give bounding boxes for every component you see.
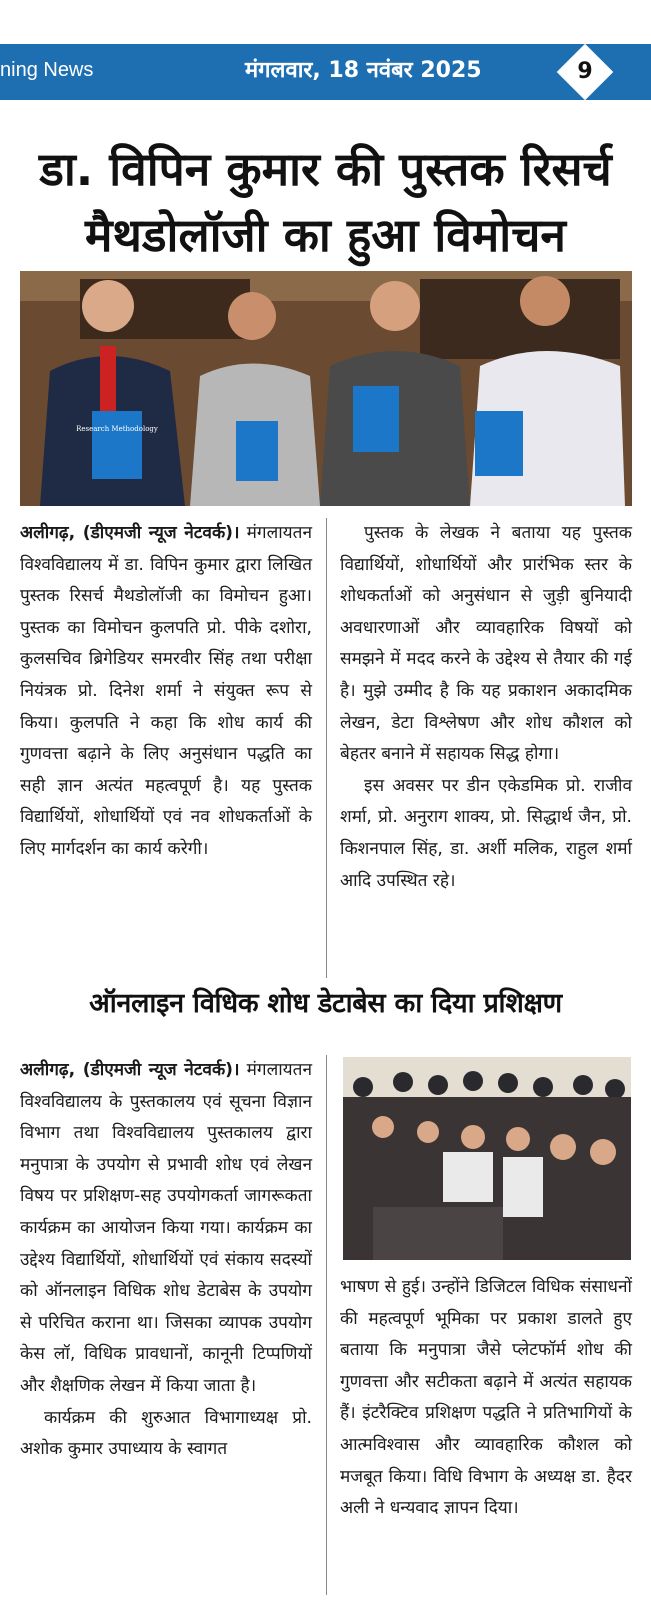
story2-column-1 bbox=[20, 1055, 312, 1466]
story1-column-2 bbox=[340, 518, 632, 897]
issue-date: मंगलवार, 18 नवंबर 2025 bbox=[245, 58, 482, 83]
column-divider-2 bbox=[326, 1055, 327, 1595]
column-divider bbox=[326, 518, 327, 978]
story1-column-1 bbox=[20, 518, 312, 866]
book-cover-1-title: Research Methodology bbox=[76, 425, 158, 433]
masthead-bar bbox=[0, 44, 651, 100]
story2-column-2 bbox=[340, 1272, 632, 1525]
story1-headline bbox=[10, 136, 641, 268]
story2-col1-para2: कार्यक्रम की शुरुआत विभागाध्यक्ष प्रो. अशोक कुमार उपाध्याय के स्वागत bbox=[20, 1407, 312, 1460]
story2-dateline: अलीगढ़, (डीएमजी न्यूज नेटवर्क)। bbox=[20, 1060, 240, 1080]
book-launch-photo bbox=[20, 271, 632, 506]
story1-headline-line2: मैथडोलॉजी का हुआ विमोचन bbox=[85, 208, 566, 262]
page-number: 9 bbox=[577, 59, 593, 84]
book-cover-3 bbox=[353, 386, 399, 452]
story1-dateline: अलीगढ़, (डीएमजी न्यूज नेटवर्क)। bbox=[20, 523, 240, 543]
training-session-photo-illustration bbox=[343, 1057, 631, 1260]
book-launch-photo-illustration bbox=[20, 271, 632, 506]
story1-headline-line1: डा. विपिन कुमार की पुस्तक रिसर्च bbox=[39, 142, 612, 196]
story2-col1-text: मंगलायतन विश्वविद्यालय के पुस्तकालय एवं सूचना विज्ञान विभाग तथा विश्वविद्यालय पुस्तकालय द्वारा मनुपात्रा के उपयोग से प्रभावी शोध एवं लेखन विषय पर प्रशिक्षण-सह उपयोगकर्ता जागरूकता कार्यक्रम का आयोजन किया गया। कार्यक्रम का उद्देश्य विद्यार्थियों, शोधार्थियों एवं संकाय सदस्यों को ऑनलाइन विधिक शोध डेटाबेस के उपयोग से परिचित कराना था। जिसका व्यापक उपयोग केस लॉ, विधिक प्रावधानों, कानूनी टिप्पणियों और शैक्षणिक लेखन में किया जाता है। bbox=[20, 1060, 312, 1396]
story1-col2-para2: इस अवसर पर डीन एकेडमिक प्रो. राजीव शर्मा, प्रो. अनुराग शाक्य, प्रो. सिद्धार्थ जैन, प्रो. किशनपाल सिंह, डा. अर्शी मलिक, राहुल शर्मा आदि उपस्थित रहे। bbox=[340, 775, 632, 891]
book-cover-2 bbox=[236, 421, 278, 481]
story2-col2-text: भाषण से हुई। उन्होंने डिजिटल विधिक संसाधनों की महत्वपूर्ण भूमिका पर प्रकाश डालते हुए बताया कि मनुपात्रा जैसे प्लेटफॉर्म शोध की गुणवत्ता और सटीकता बढ़ाने में अत्यंत सहायक हैं। इंटरैक्टिव प्रशिक्षण पद्धति ने प्रतिभागियों के आत्मविश्वास और व्यावहारिक कौशल को मजबूत किया। विधि विभाग के अध्यक्ष डा. हैदर अली ने धन्यवाद ज्ञापन दिया। bbox=[340, 1277, 632, 1519]
story1-col1-text: मंगलायतन विश्वविद्यालय में डा. विपिन कुमार द्वारा लिखित पुस्तक रिसर्च मैथडोलॉजी का विमोचन हुआ। पुस्तक का विमोचन कुलपति प्रो. पीके दशोरा, कुलसचिव ब्रिगेडियर समरवीर सिंह तथा परीक्षा नियंत्रक प्रो. दिनेश शर्मा ने संयुक्त रूप से किया। कुलपति ने कहा कि शोध कार्य की गुणवत्ता बढ़ाने के लिए अनुसंधान पद्धति का सही ज्ञान अत्यंत महत्वपूर्ण है। यह पुस्तक विद्यार्थियों, शोधार्थियों एवं नव शोधकर्ताओं के लिए मार्गदर्शन का कार्य करेगी। bbox=[20, 523, 312, 859]
training-session-photo bbox=[343, 1057, 631, 1260]
story2-headline: ऑनलाइन विधिक शोध डेटाबेस का दिया प्रशिक्षण bbox=[89, 988, 562, 1019]
book-cover-4 bbox=[475, 411, 523, 476]
story1-col2-para1: पुस्तक के लेखक ने बताया यह पुस्तक विद्यार्थियों, शोधार्थियों और प्रारंभिक स्तर के शोधकर्ताओं को अनुसंधान से जुड़ी बुनियादी अवधारणाओं और व्यावहारिक विषयों को समझने में मदद करने के उद्देश्य से तैयार की गई है। मुझे उम्मीद है कि यह प्रकाशन अकादमिक लेखन, डेटा विश्लेषण और शोध कौशल को बेहतर बनाने में सहायक सिद्ध होगा। bbox=[340, 523, 632, 765]
newspaper-name: ning News bbox=[0, 59, 94, 81]
